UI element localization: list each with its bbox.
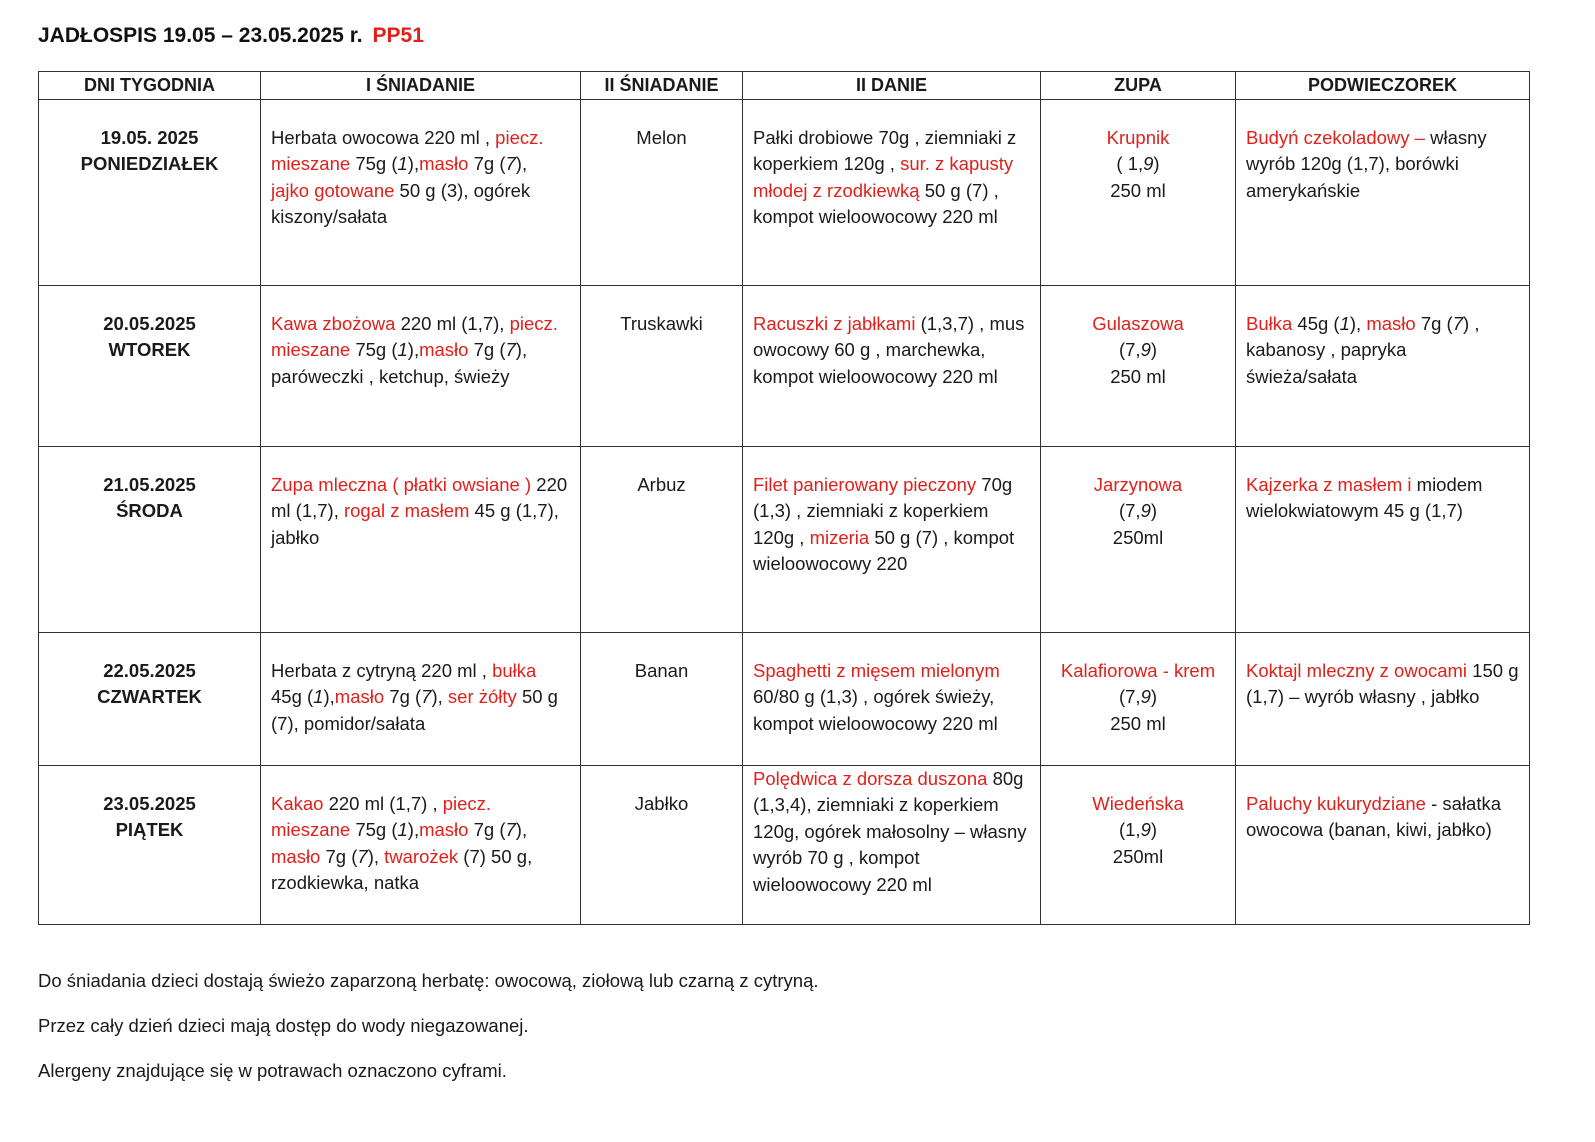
highlighted-text: jajko gotowane <box>271 179 395 201</box>
highlighted-text: Zupa mleczna ( płatki owsiane ) <box>271 473 532 495</box>
note-allergens: Alergeny znajdujące się w potrawach oznaczono cyframi. <box>38 1060 507 1081</box>
day-cell <box>39 285 261 446</box>
highlighted-text: piecz. mieszane <box>271 312 558 360</box>
col-header-main-course: II DANIE <box>743 72 1041 100</box>
date: 21.05.2025 <box>103 473 196 495</box>
menu-text: 220 ml (1,7), <box>395 312 510 334</box>
soup-cell <box>1041 632 1236 765</box>
col-header-days: DNI TYGODNIA <box>39 72 261 100</box>
menu-text: 7 <box>505 339 516 360</box>
notes <box>38 968 819 1103</box>
soup-line <box>1051 125 1225 152</box>
menu-text: 1 <box>1339 312 1350 334</box>
soup-line <box>1051 658 1225 685</box>
menu-text: ), <box>323 686 335 707</box>
highlighted-text: bułka <box>492 659 537 681</box>
soup-cell <box>1041 285 1236 446</box>
menu-text: 250 ml <box>1110 365 1166 387</box>
menu-text: 9 <box>1143 153 1154 174</box>
menu-text: 1 <box>397 153 408 174</box>
menu-text: 7 <box>505 153 516 174</box>
soup-line <box>1051 311 1225 338</box>
menu-text: 75g ( <box>350 153 398 174</box>
menu-text: 50 g (7), pomidor/sałata <box>271 686 558 734</box>
menu-text: miodem wielokwiatowym 45 g (1,7) <box>1246 473 1483 521</box>
weekday: CZWARTEK <box>97 686 202 707</box>
soup-line <box>1051 525 1225 552</box>
menu-text: 45g ( <box>1292 312 1340 334</box>
menu-text: 7 <box>357 845 368 867</box>
menu-text: 45g ( <box>271 686 314 707</box>
day-cell <box>39 446 261 632</box>
highlighted-text: Jarzynowa <box>1093 473 1183 495</box>
menu-text: 80g (1,3,4), ziemniaki z koperkiem 120g, ogórek małosolny – własny wyrób 70 g , kompot wieloowocowy 220 ml <box>753 767 1027 895</box>
menu-text: 7 <box>505 819 516 840</box>
highlighted-text: Kakao <box>271 792 324 814</box>
main-course-cell <box>743 765 1041 924</box>
table-row <box>39 99 1530 285</box>
note-water: Przez cały dzień dzieci mają dostęp do wody niegazowanej. <box>38 1015 529 1036</box>
soup-line <box>1051 817 1225 844</box>
menu-text: ), <box>1349 312 1367 334</box>
menu-text: ) , kabanosy , papryka świeża/sałata <box>1246 312 1480 387</box>
main-course-cell <box>743 632 1041 765</box>
soup-line <box>1051 337 1225 364</box>
menu-text: 9 <box>1140 339 1151 360</box>
second-breakfast-cell: Arbuz <box>581 446 743 632</box>
breakfast-cell <box>261 446 581 632</box>
day-cell <box>39 765 261 924</box>
group-code: PP51 <box>372 24 424 47</box>
menu-text: własny wyrób 120g (1,7), borówki amerykańskie <box>1246 126 1487 201</box>
menu-text: 7 <box>1452 312 1464 334</box>
soup-line <box>1051 364 1225 391</box>
afternoon-snack-cell <box>1236 446 1530 632</box>
highlighted-text: piecz. mieszane <box>271 126 544 174</box>
menu-text: - sałatka owocowa (banan, kiwi, jabłko) <box>1246 792 1502 840</box>
afternoon-snack-cell <box>1236 765 1530 924</box>
menu-text: 9 <box>1140 686 1151 707</box>
soup-line <box>1051 684 1225 711</box>
menu-text: ) <box>1150 500 1158 521</box>
highlighted-text: masło <box>419 153 469 174</box>
menu-text: (1,3,7) , mus owocowy 60 g , marchewka, kompot wieloowocowy 220 ml <box>753 312 1025 387</box>
menu-text: 250 ml <box>1110 179 1166 201</box>
menu-text: (7, <box>1118 686 1141 707</box>
highlighted-text: Racuszki z jabłkami <box>753 312 916 334</box>
table-row <box>39 632 1530 765</box>
date: 19.05. 2025 <box>100 126 199 148</box>
menu-text: (7) 50 g, rzodkiewka, natka <box>271 845 533 893</box>
menu-text: 75g ( <box>350 339 398 360</box>
soup-line <box>1051 844 1225 871</box>
highlighted-text: Filet panierowany pieczony <box>753 473 977 495</box>
highlighted-text: masło <box>271 845 321 867</box>
highlighted-text: Krupnik <box>1106 126 1170 148</box>
menu-text: 250ml <box>1112 526 1164 548</box>
menu-table <box>38 71 1530 925</box>
main-course-cell <box>743 446 1041 632</box>
menu-text: ) <box>1150 339 1158 360</box>
title-text: JADŁOSPIS 19.05 – 23.05.2025 r. <box>38 24 363 47</box>
date: 20.05.2025 <box>103 312 196 334</box>
highlighted-text: Kajzerka z masłem i <box>1246 473 1412 495</box>
menu-text: 9 <box>1140 819 1151 840</box>
highlighted-text: Bułka <box>1246 312 1293 334</box>
note-tea: Do śniadania dzieci dostają świeżo zaparzoną herbatę: owocową, ziołową lub czarną z cytryną. <box>38 970 819 991</box>
highlighted-text: Kalafiorowa - krem <box>1060 659 1216 681</box>
soup-line <box>1051 498 1225 525</box>
menu-text: Pałki drobiowe 70g , ziemniaki z koperkiem 120g , <box>753 126 1017 174</box>
menu-text: 7g ( <box>468 339 506 360</box>
menu-text: 50 g (7) , kompot wieloowocowy 220 ml <box>753 179 999 227</box>
date: 23.05.2025 <box>103 792 196 814</box>
soup-line <box>1051 178 1225 205</box>
soup-line <box>1051 472 1225 499</box>
highlighted-text: twarożek <box>384 845 459 867</box>
weekday: ŚRODA <box>116 500 183 521</box>
breakfast-cell <box>261 99 581 285</box>
breakfast-cell <box>261 285 581 446</box>
menu-text: 7g ( <box>384 686 422 707</box>
highlighted-text: Paluchy kukurydziane <box>1246 792 1426 814</box>
col-header-afternoon-snack: PODWIECZOREK <box>1236 72 1530 100</box>
menu-text: ), <box>367 845 385 867</box>
page-title <box>38 24 424 48</box>
menu-text: ( 1, <box>1116 153 1144 174</box>
col-header-second-breakfast: II ŚNIADANIE <box>581 72 743 100</box>
menu-text: 250ml <box>1112 845 1164 867</box>
highlighted-text: masło <box>419 819 469 840</box>
menu-text: 220 ml (1,7) , <box>323 792 443 814</box>
second-breakfast-cell: Banan <box>581 632 743 765</box>
breakfast-cell <box>261 765 581 924</box>
highlighted-text: masło <box>1366 312 1416 334</box>
menu-text: 7g ( <box>468 153 506 174</box>
highlighted-text: Koktajl mleczny z owocami <box>1246 659 1468 681</box>
col-header-breakfast: I ŚNIADANIE <box>261 72 581 100</box>
table-row <box>39 765 1530 924</box>
afternoon-snack-cell <box>1236 632 1530 765</box>
soup-cell <box>1041 99 1236 285</box>
highlighted-text: masło <box>334 686 385 707</box>
soup-line <box>1051 151 1225 178</box>
menu-text: 7 <box>421 686 432 707</box>
menu-text: ) <box>1150 686 1158 707</box>
main-course-cell <box>743 285 1041 446</box>
weekday: WTOREK <box>108 339 191 360</box>
highlighted-text: Spaghetti z mięsem mielonym <box>753 659 1000 681</box>
menu-text: Herbata owocowa 220 ml , <box>271 126 496 148</box>
menu-text: ), <box>407 153 420 174</box>
highlighted-text: mizeria <box>809 526 870 548</box>
menu-text: Herbata z cytryną 220 ml , <box>271 659 493 681</box>
menu-text: 7g ( <box>320 845 358 867</box>
menu-text: 150 g (1,7) – wyrób własny , jabłko <box>1246 659 1519 707</box>
menu-text: ) <box>1153 153 1160 174</box>
highlighted-text: Wiedeńska <box>1092 792 1184 814</box>
soup-line <box>1051 791 1225 818</box>
menu-text: 1 <box>397 819 408 840</box>
menu-text: 220 ml (1,7), <box>271 473 568 521</box>
header-row <box>39 72 1530 100</box>
highlighted-text: sur. z kapusty młodej z rzodkiewką <box>753 153 1014 201</box>
menu-text: 7g ( <box>468 819 506 840</box>
menu-text: 70g (1,3) , ziemniaki z koperkiem 120g , <box>753 473 1013 548</box>
day-cell <box>39 632 261 765</box>
soup-cell <box>1041 765 1236 924</box>
menu-text: 1 <box>397 339 408 360</box>
highlighted-text: Polędwica z dorsza duszona <box>753 767 988 789</box>
menu-text: ), <box>515 819 528 840</box>
menu-text: 45 g (1,7), jabłko <box>271 500 559 548</box>
menu-text: 7g ( <box>1415 312 1453 334</box>
afternoon-snack-cell <box>1236 99 1530 285</box>
second-breakfast-cell: Truskawki <box>581 285 743 446</box>
second-breakfast-cell: Jabłko <box>581 765 743 924</box>
menu-text: 1 <box>313 686 324 707</box>
weekday: PONIEDZIAŁEK <box>80 153 219 174</box>
highlighted-text: rogal z masłem <box>343 500 470 521</box>
highlighted-text: ser żółty <box>447 686 517 707</box>
menu-text: 9 <box>1140 500 1151 521</box>
col-header-soup: ZUPA <box>1041 72 1236 100</box>
menu-text: (7, <box>1118 500 1141 521</box>
table-row <box>39 446 1530 632</box>
menu-text: (7, <box>1118 339 1141 360</box>
menu-text: (1, <box>1118 819 1141 840</box>
soup-line <box>1051 711 1225 738</box>
menu-text: ), <box>431 686 448 707</box>
menu-text: ), <box>407 339 420 360</box>
menu-text: 60/80 g (1,3) , ogórek świeży, kompot wieloowocowy 220 ml <box>753 686 998 734</box>
menu-text: ), <box>407 819 420 840</box>
menu-text: 50 g (7) , kompot wieloowocowy 220 <box>753 526 1015 574</box>
highlighted-text: Gulaszowa <box>1092 312 1184 334</box>
highlighted-text: piecz. mieszane <box>271 792 492 840</box>
menu-text: ) <box>1150 819 1158 840</box>
menu-text: ), <box>515 153 528 174</box>
weekday: PIĄTEK <box>115 819 184 840</box>
highlighted-text: Budyń czekoladowy – <box>1246 126 1425 148</box>
table-row <box>39 285 1530 446</box>
afternoon-snack-cell <box>1236 285 1530 446</box>
second-breakfast-cell: Melon <box>581 99 743 285</box>
soup-cell <box>1041 446 1236 632</box>
date: 22.05.2025 <box>103 659 196 681</box>
highlighted-text: Kawa zbożowa <box>271 312 396 334</box>
main-course-cell <box>743 99 1041 285</box>
day-cell <box>39 99 261 285</box>
menu-text: 250 ml <box>1110 712 1166 734</box>
menu-text: 50 g (3), ogórek kiszony/sałata <box>271 179 531 227</box>
highlighted-text: masło <box>419 339 469 360</box>
menu-text: ), paróweczki , ketchup, świeży <box>271 339 528 387</box>
breakfast-cell <box>261 632 581 765</box>
menu-text: 75g ( <box>350 819 398 840</box>
